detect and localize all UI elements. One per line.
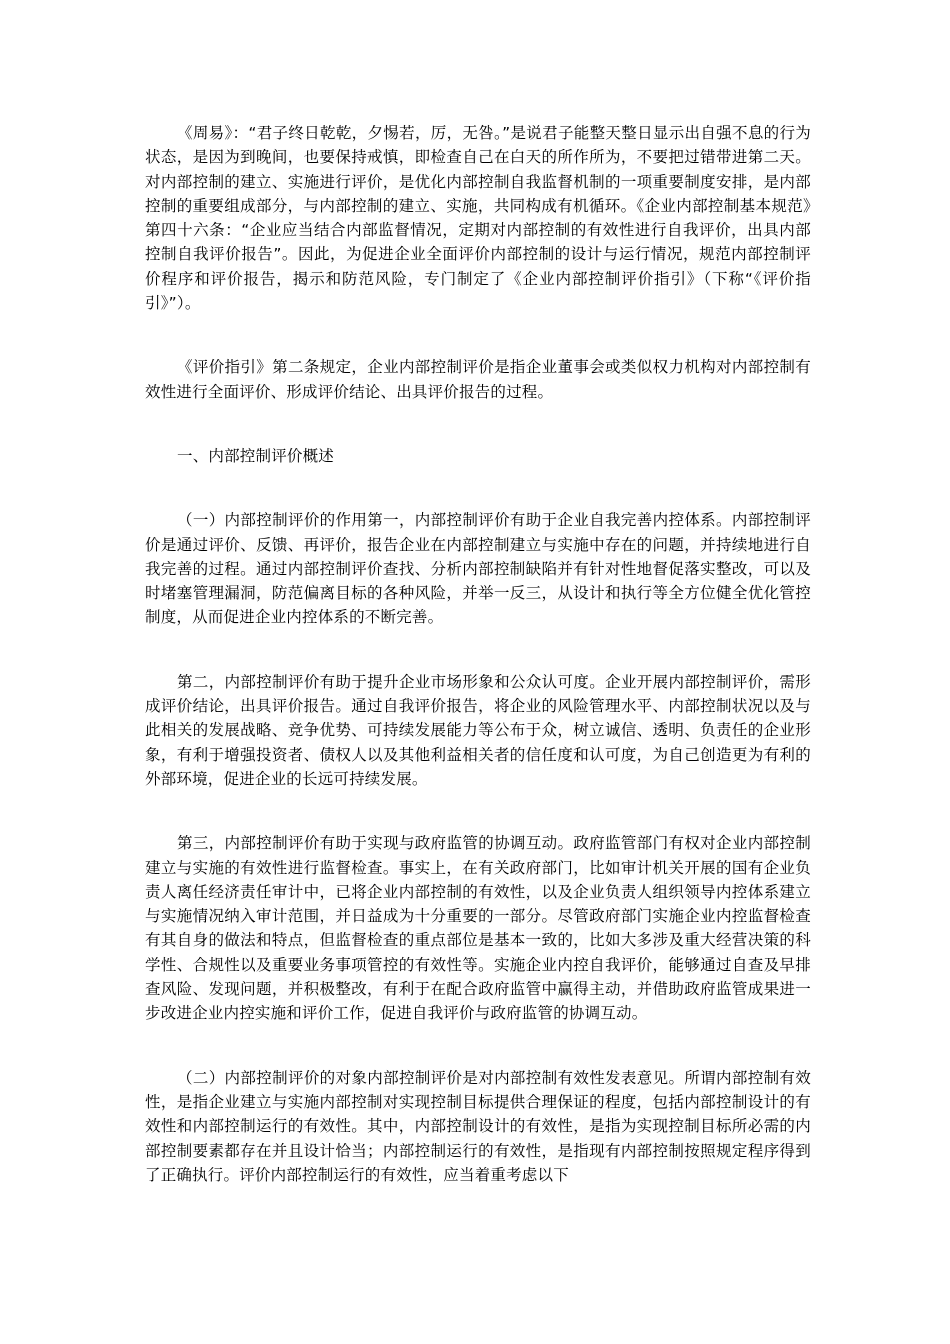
paragraph-gap — [145, 1026, 811, 1066]
paragraph-role-second: 第二，内部控制评价有助于提升企业市场形象和公众认可度。企业开展内部控制评价，需形成评价结论，出具评价报告。通过自我评价报告，将企业的风险管理水平、内部控制状况以及与此相关的发展战略、竞争优势、可持续发展能力等公布于众，树立诚信、透明、负责任的企业形象，有利于增强投资者、债权人以及其他利益相关者的信任度和认可度，为自己创造更为有利的外部环境，促进企业的长远可持续发展。 — [145, 672, 811, 788]
paragraph-role-third: 第三，内部控制评价有助于实现与政府监管的协调互动。政府监管部门有权对企业内部控制建立与实施的有效性进行监督检查。事实上，在有关政府部门，比如审计机关开展的国有企业负责人离任经济责任审计中，已将企业内部控制的有效性，以及企业负责人组织领导内控体系建立与实施情况纳入审计范围，并日益成为十分重要的一部分。尽管政府部门实施企业内控监督检查有其自身的做法和特点，但监督检查的重点部位是基本一致的，比如大多涉及重大经营决策的科学性、合规性以及重要业务事项管控的有效性等。实施企业内控自我评价，能够通过自查及早排查风险、发现问题，并积极整改，有利于在配合政府监管中赢得主动，并借助政府监管成果进一步改进企业内控实施和评价工作，促进自我评价与政府监管的协调互动。 — [145, 834, 811, 1023]
paragraph-intro: 《周易》：“君子终日乾乾，夕惕若，厉，无咎。”是说君子能整天整日显示出自强不息的行为状态，是因为到晚间，也要保持戒慎，即检查自己在白天的所作所为，不要把过错带进第二天。对内部控制的建立、实施进行评价，是优化内部控制自我监督机制的一项重要制度安排，是内部控制的重要组成部分，与内部控制的建立、实施，共同构成有机循环。《企业内部控制基本规范》第四十六条：“企业应当结合内部监督情况，定期对内部控制的有效性进行自我评价，出具内部控制自我评价报告”。因此，为促进企业全面评价内部控制的设计与运行情况，规范内部控制评价程序和评价报告，揭示和防范风险，专门制定了《企业内部控制评价指引》（下称“《评价指引》”）。 — [145, 124, 811, 313]
document-body — [145, 121, 811, 1187]
paragraph-gap — [145, 791, 811, 831]
paragraph-gap — [145, 315, 811, 355]
paragraph-gap — [145, 630, 811, 670]
paragraph-definition: 《评价指引》第二条规定，企业内部控制评价是指企业董事会或类似权力机构对内部控制有效性进行全面评价、形成评价结论、出具评价报告的过程。 — [145, 358, 811, 401]
paragraph-gap — [145, 404, 811, 444]
paragraph-object: （二）内部控制评价的对象内部控制评价是对内部控制有效性发表意见。所谓内部控制有效性，是指企业建立与实施内部控制对实现控制目标提供合理保证的程度，包括内部控制设计的有效性和内部控制运行的有效性。其中，内部控制设计的有效性，是指为实现控制目标所必需的内部控制要素都存在并且设计恰当；内部控制运行的有效性，是指现有内部控制按照规定程序得到了正确执行。评价内部控制运行的有效性，应当着重考虑以下 — [145, 1068, 811, 1184]
paragraph-gap — [145, 468, 811, 508]
section-heading: 一、内部控制评价概述 — [177, 446, 335, 465]
paragraph-role-first: （一）内部控制评价的作用第一，内部控制评价有助于企业自我完善内控体系。内部控制评价是通过评价、反馈、再评价，报告企业在内部控制建立与实施中存在的问题，并持续地进行自我完善的过程。通过内部控制评价查找、分析内部控制缺陷并有针对性地督促落实整改，可以及时堵塞管理漏洞，防范偏离目标的各种风险，并举一反三，从设计和执行等全方位健全优化管控制度，从而促进企业内控体系的不断完善。 — [145, 511, 811, 627]
